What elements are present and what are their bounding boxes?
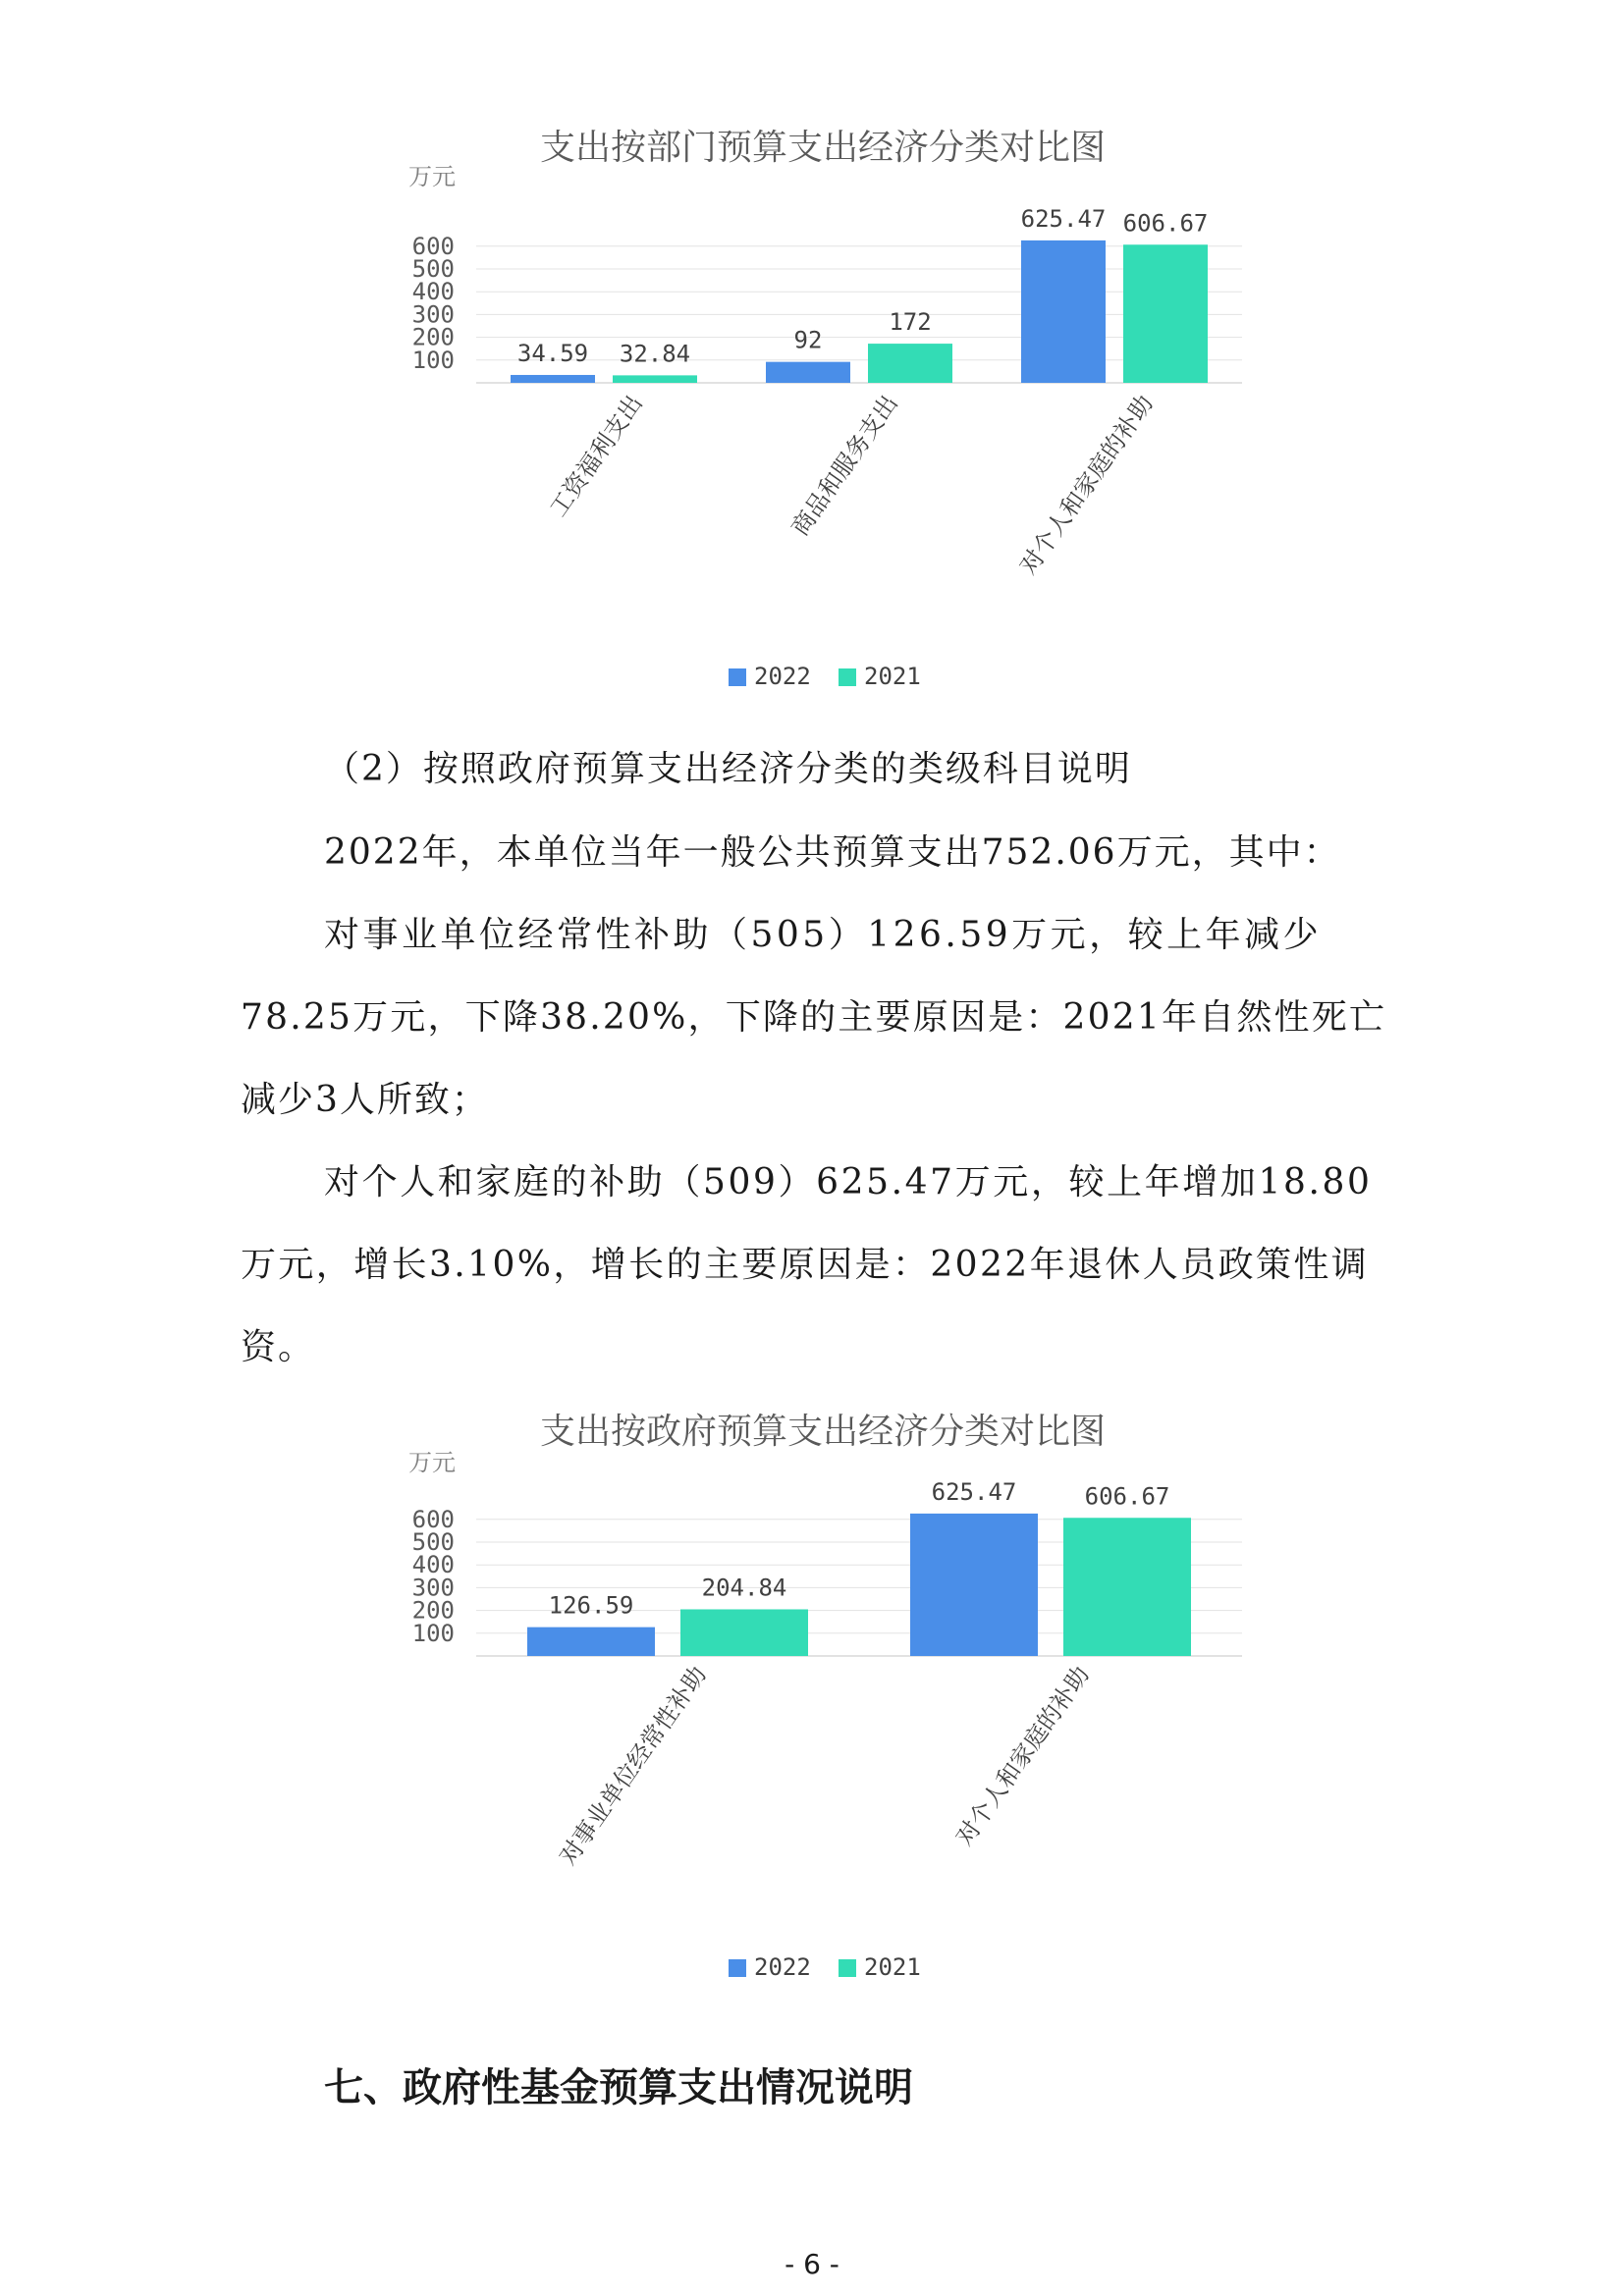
legend-label: 2021 (864, 1953, 921, 1981)
heading-2 (324, 741, 1132, 791)
bar-2022 (1021, 240, 1106, 383)
y-tick-label: 100 (411, 346, 455, 374)
y-tick-label: 500 (411, 1528, 455, 1556)
bar-2022 (527, 1628, 655, 1656)
legend-swatch-2021 (839, 1959, 856, 1977)
y-tick-label: 600 (411, 1505, 455, 1533)
data-label: 606.67 (1084, 1482, 1170, 1511)
category-label: 对事业单位经常性补助 (554, 1661, 712, 1871)
p1-line-3: 减少3人所致； (241, 1080, 489, 1120)
legend-swatch-2022 (729, 1959, 746, 1977)
y-tick-label: 300 (411, 1574, 455, 1602)
y-unit-label: 万元 (408, 163, 456, 190)
data-label: 625.47 (931, 1477, 1017, 1506)
p1-line-2: 78.25万元，下降38.20%，下降的主要原因是：2021年自然性死亡 (241, 997, 1387, 1038)
bar-2021 (1123, 244, 1208, 383)
chart-1-svg (0, 0, 1624, 707)
data-label: 32.84 (619, 340, 691, 368)
y-tick-label: 600 (411, 232, 455, 260)
bar-2021 (1063, 1518, 1191, 1656)
data-label: 606.67 (1122, 209, 1209, 238)
page-number: - 6 - (785, 2248, 839, 2280)
y-tick-label: 300 (411, 300, 455, 329)
chart-2-svg (0, 1374, 1624, 2022)
legend-label: 2021 (864, 663, 921, 690)
heading-2-text: （2）按照政府预算支出经济分类的类级科目说明 (324, 749, 1132, 789)
data-label: 172 (889, 308, 932, 337)
legend-label: 2022 (754, 663, 811, 690)
y-unit-label: 万元 (408, 1449, 456, 1476)
bar-2022 (511, 375, 595, 383)
category-label: 商品和服务支出 (785, 390, 903, 542)
legend-label: 2022 (754, 1953, 811, 1981)
chart-title: 支出按部门预算支出经济分类对比图 (539, 128, 1107, 168)
y-tick-label: 400 (411, 278, 455, 306)
y-tick-label: 200 (411, 1596, 455, 1625)
data-label: 204.84 (701, 1574, 787, 1602)
legend-swatch-2021 (839, 668, 856, 686)
p2-line-3: 资。 (241, 1327, 316, 1367)
p1-line-1: 对事业单位经常性补助（505）126.59万元，较上年减少 (324, 915, 1323, 955)
y-tick-label: 500 (411, 255, 455, 283)
category-label: 对个人和家庭的补助 (1014, 390, 1159, 580)
section-7-heading: 七、政府性基金预算支出情况说明 (324, 2065, 913, 2110)
bar-2022 (766, 362, 850, 383)
chart-gov-expenditure (0, 1374, 1624, 2022)
p2-line-2: 万元，增长3.10%，增长的主要原因是：2022年退休人员政策性调 (241, 1245, 1370, 1285)
y-tick-label: 200 (411, 323, 455, 351)
legend-swatch-2022 (729, 668, 746, 686)
data-label: 92 (793, 326, 823, 354)
p2-line-1: 对个人和家庭的补助（509）625.47万元，较上年增加18.80 (324, 1162, 1373, 1202)
bar-2022 (910, 1514, 1038, 1656)
category-label: 对个人和家庭的补助 (950, 1661, 1095, 1851)
y-tick-label: 100 (411, 1619, 455, 1647)
bar-2021 (613, 375, 697, 383)
data-label: 34.59 (516, 339, 589, 367)
data-label: 126.59 (548, 1591, 634, 1620)
chart-dept-expenditure (0, 0, 1624, 707)
total-line-text: 2022年，本单位当年一般公共预算支出752.06万元，其中： (324, 832, 1341, 873)
category-label: 工资福利支出 (544, 390, 648, 522)
data-label: 625.47 (1020, 204, 1107, 233)
total-line (324, 825, 1341, 875)
y-tick-label: 400 (411, 1551, 455, 1579)
bar-2021 (680, 1609, 808, 1656)
bar-2021 (868, 344, 952, 383)
chart-title: 支出按政府预算支出经济分类对比图 (539, 1412, 1107, 1452)
